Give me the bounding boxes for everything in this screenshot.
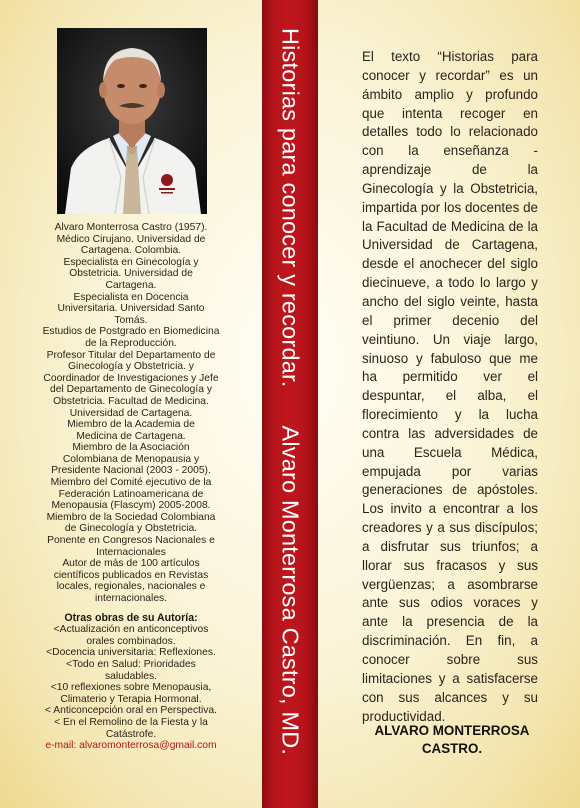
author-email: e-mail: alvaromonterrosa@gmail.com <box>45 740 217 752</box>
other-work-line: saludables. <box>104 670 158 682</box>
bio-line: Presidente Nacional (2003 - 2005). <box>51 465 211 477</box>
bio-line: Cartagena. <box>105 279 157 291</box>
bio-line: Miembro del Comité ejecutivo de la <box>50 477 212 489</box>
bio-line: del Departamento de Ginecología y <box>50 384 212 396</box>
bio-line: científicos publicados en Revistas <box>53 569 209 581</box>
bio-line: Menopausia (Flascym) 2005-2008. <box>51 500 211 512</box>
author-photo <box>57 28 207 214</box>
other-work-line: <Actualización en anticonceptivos <box>53 624 209 636</box>
bio-line: Medicina de Cartagena. <box>76 430 186 442</box>
bio-line: Federación Latinoamericana de <box>58 488 204 500</box>
author-signature <box>352 722 552 758</box>
bio-line: Obstetricia. Facultad de Medicina. <box>53 395 209 407</box>
bio-line: Universitaria. Universidad Santo <box>57 303 205 315</box>
bio-line: de Ginecología y Obstetricia. <box>64 523 198 535</box>
bio-line: Coordinador de Investigaciones y Jefe <box>43 372 219 384</box>
other-work-line: Catástrofe. <box>105 728 157 740</box>
other-work-line: <Todo en Salud: Prioridades <box>66 658 196 670</box>
author-portrait-image <box>57 28 207 214</box>
bio-line: de la Reproducción. <box>85 337 177 349</box>
description-panel <box>362 48 538 726</box>
bio-line: Internacionales <box>96 546 166 558</box>
bio-line: locales, regionales, nacionales e <box>56 581 206 593</box>
spine-author: Alvaro Monterrosa Castro, MD. <box>277 425 304 756</box>
signature-line: CASTRO. <box>421 741 483 756</box>
other-work-line: < En el Remolino de la Fiesta y la <box>54 716 208 728</box>
author-bio <box>10 222 252 752</box>
bio-line: Ginecología y Obstetricia. y <box>68 361 194 373</box>
other-work-line: Climaterio y Terapia Hormonal. <box>60 693 202 705</box>
bio-line: Especialista en Docencia <box>73 291 189 303</box>
bio-line: Profesor Titular del Departamento de <box>46 349 216 361</box>
bio-line: Miembro de la Asociación <box>72 442 190 454</box>
other-work-line: orales combinados. <box>86 635 176 647</box>
signature-line: ALVARO MONTERROSA <box>374 723 530 738</box>
bio-line: Ponente en Congresos Nacionales e <box>47 535 215 547</box>
bio-line: Universidad de Cartagena. <box>69 407 193 419</box>
bio-line: Estudios de Postgrado en Biomedicina <box>42 326 220 338</box>
other-work-line: <Docencia universitaria: Reflexiones. <box>46 647 216 659</box>
bio-line: Obstetricia. Universidad de <box>69 268 193 280</box>
book-description: El texto “Historias para conocer y recordar” es un ámbito amplio y profundo que intenta recoger en detalles todo lo relacionado con la enseñanza - aprendizaje de la Ginecología y la Obstetricia, impartida por los docentes de la Facultad de Medicina de la Universidad de Cartagena, desde el anochecer del siglo diecinueve, a todo lo largo y ancho del siglo veinte, hasta el primer decenio del veintiuno. Un viaje largo, sinuoso y fabuloso que me ha permitido ver el despuntar, el alba, el florecimiento y la lucha contra las adversidades de una Escuela Médica, empujada por varias generaciones de apóstoles. Los invito a encontrar a los creadores y a sus discípulos; a disfrutar sus triunfos; a llorar sus fracasos y sus vergüenzas; a asombrarse ante sus odios voraces y ante la presencia de la discriminación. En fin, a conocer sobre sus limitaciones y a satisfacerse con sus alcances y su productividad. <box>362 49 538 724</box>
spine-title: Historias para conocer y recordar. <box>277 28 304 388</box>
other-works-title: Otras obras de su Autoría: <box>64 611 198 624</box>
bio-line: Colombiana de Menopausia y <box>62 453 200 465</box>
bio-line: Miembro de la Sociedad Colombiana <box>46 511 216 523</box>
bio-line: internacionales. <box>94 593 168 604</box>
bio-line: Cartagena. Colombia. <box>80 245 182 257</box>
bio-line: Miembro de la Academia de <box>67 419 195 431</box>
other-work-line: < Anticoncepción oral en Perspectiva. <box>44 705 217 717</box>
other-work-line: <10 reflexiones sobre Menopausia, <box>50 682 212 694</box>
bio-line: Especialista en Ginecología y <box>63 256 199 268</box>
bio-line: Alvaro Monterrosa Castro (1957). <box>54 222 208 233</box>
spine-text <box>277 28 304 755</box>
bio-line: Tomás. <box>114 314 148 326</box>
bio-line: Médico Cirujano. Universidad de <box>56 233 206 245</box>
bio-line: Autor de más de 100 artículos <box>62 558 200 570</box>
